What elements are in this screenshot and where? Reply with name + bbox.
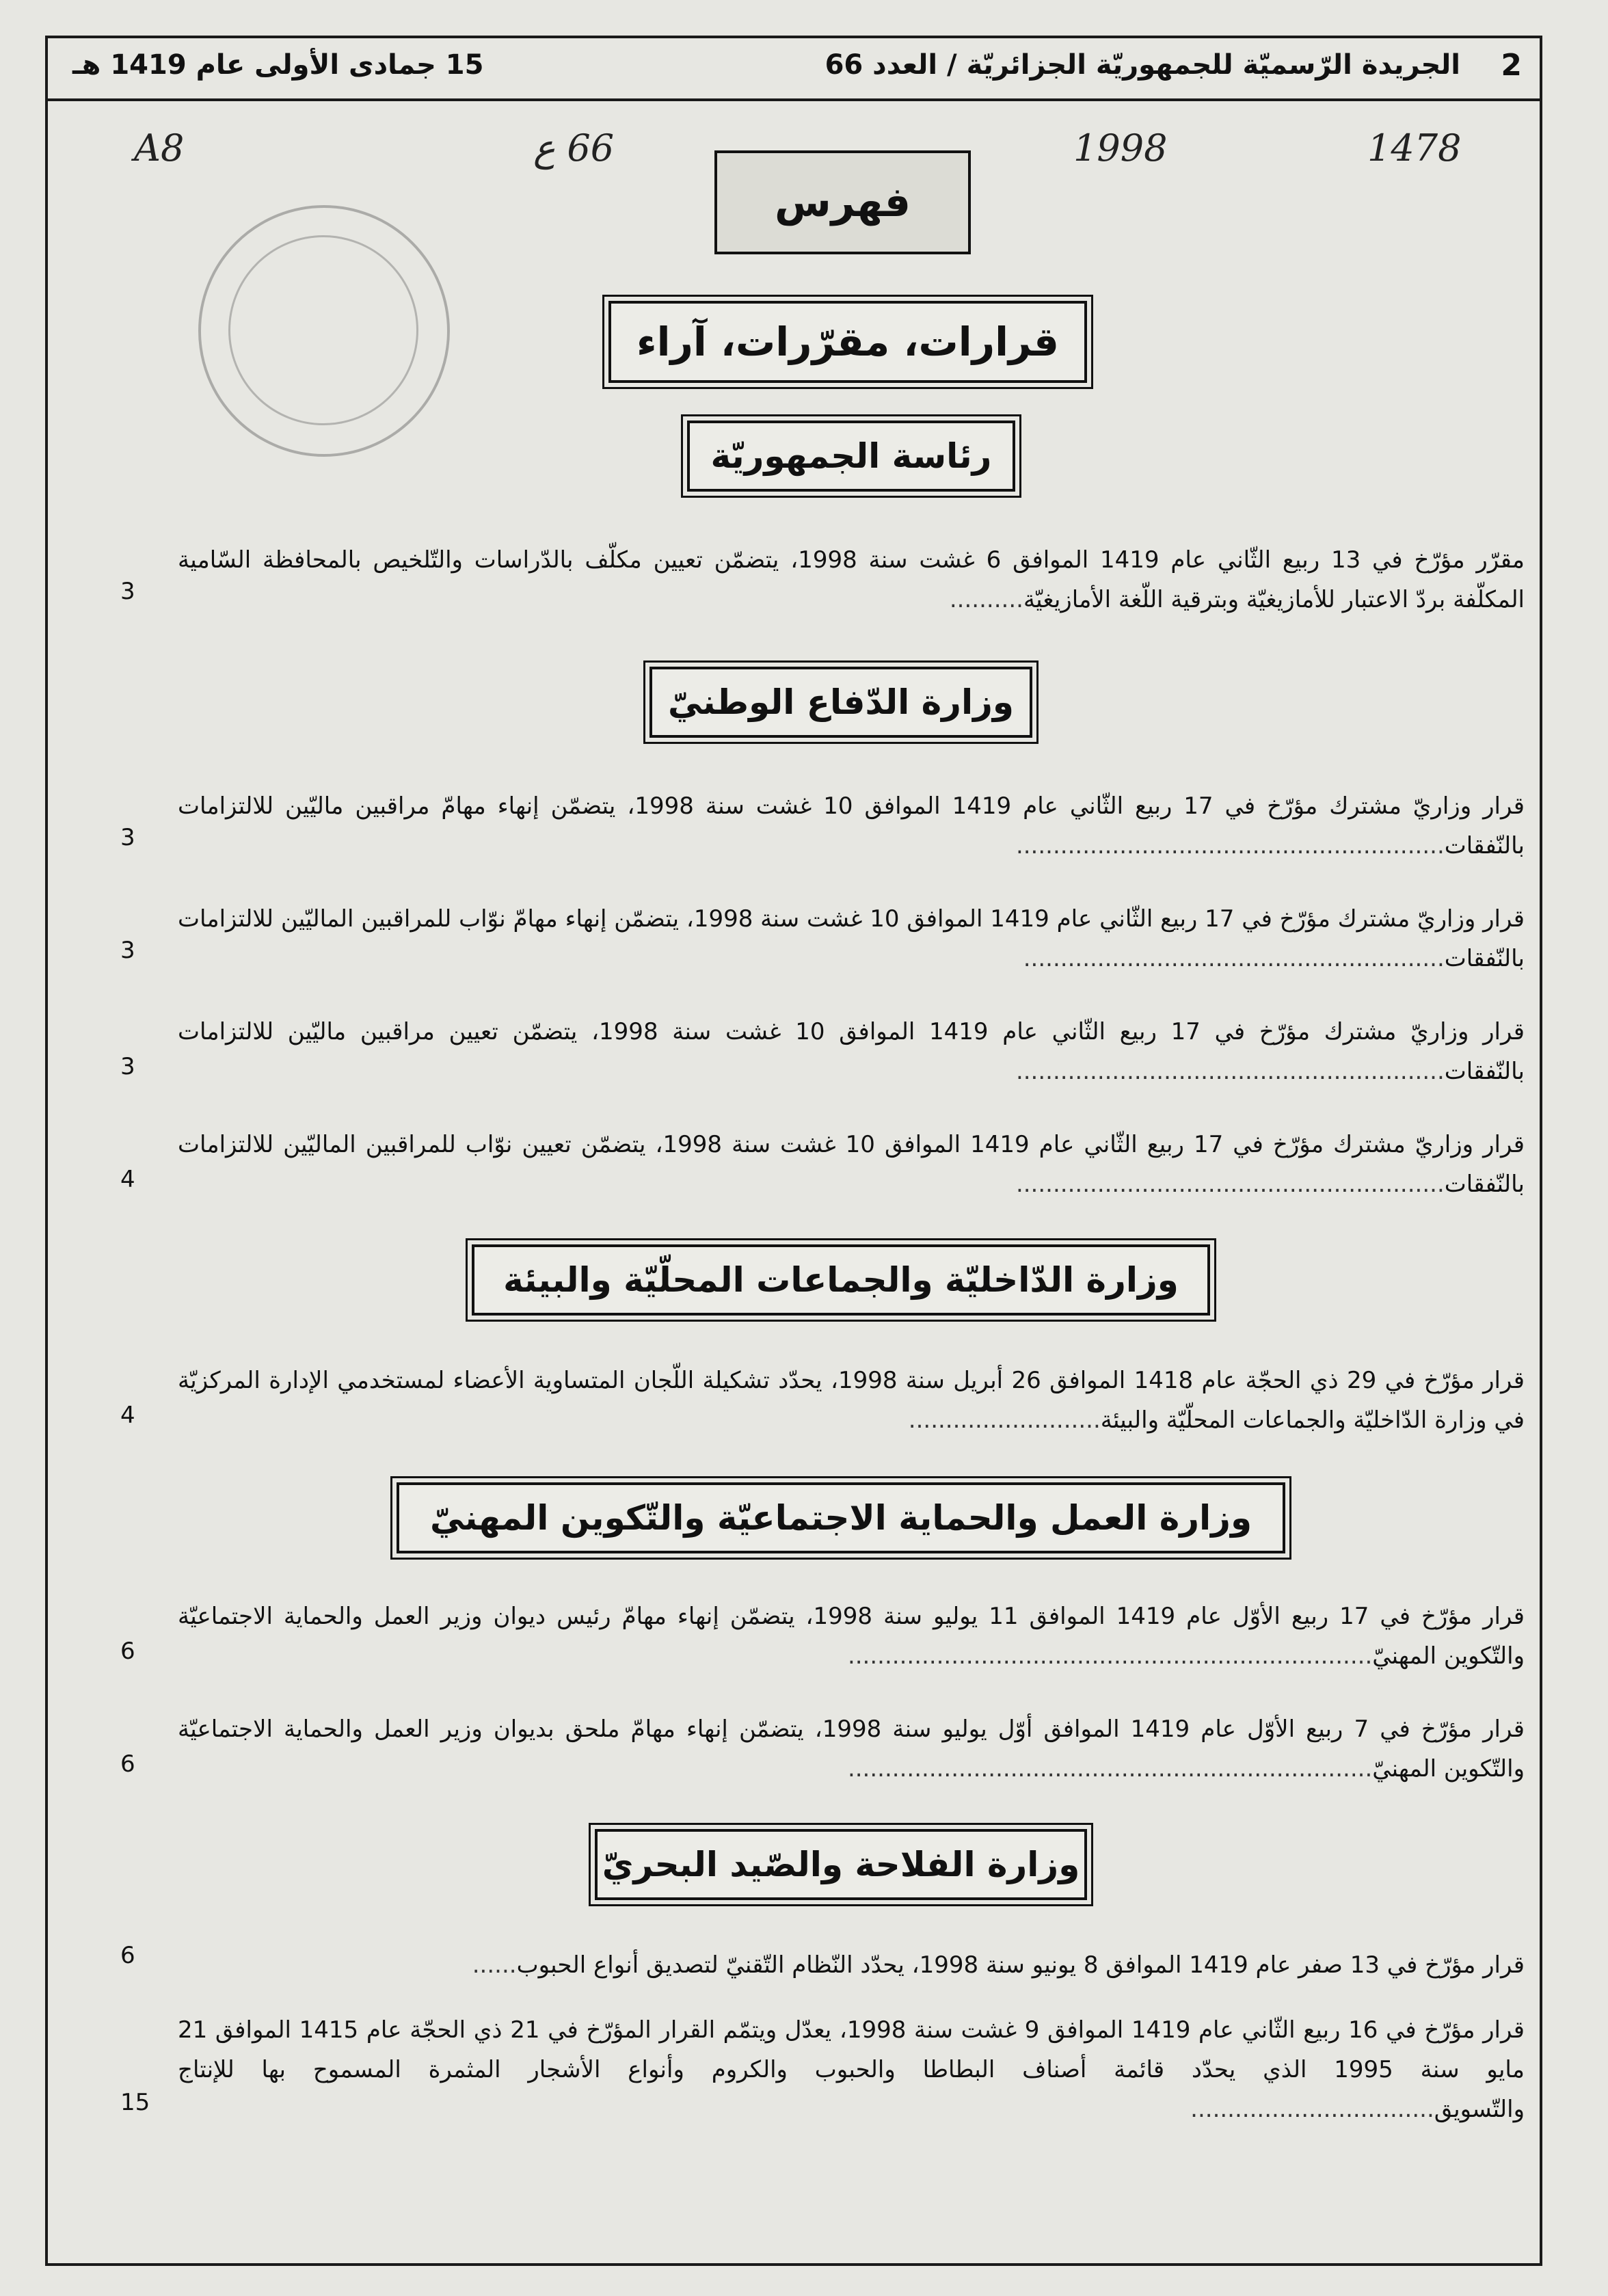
list-item: قرار وزاريّ مشترك مؤرّخ في 17 ربيع الثّاني عام 1419 الموافق 10 غشت سنة 1998، يتضمّن إنهاء مهامّ مراقبين ماليّين للالتزامات بالنّفقات.......................................................... xyxy=(178,792,1525,859)
section-heading: وزارة الدّفاع الوطنيّ xyxy=(649,667,1032,738)
list-item: قرار مؤرّخ في 29 ذي الحجّة عام 1418 الموافق 26 أبريل سنة 1998، يحدّد تشكيلة اللّجان المتساوية الأعضاء لمستخدمي الإدارة المركزيّة في وزارة الدّاخليّة والجماعات المحلّيّة والبيئة.......................... xyxy=(178,1367,1525,1434)
index-title: فهرس xyxy=(714,150,971,254)
page-ref: 3 xyxy=(120,578,135,605)
handwritten-code: A8 xyxy=(134,126,185,170)
handwritten-issue: 66 ع xyxy=(533,126,615,170)
page-ref: 3 xyxy=(120,1053,135,1080)
list-item: قرار وزاريّ مشترك مؤرّخ في 17 ربيع الثّاني عام 1419 الموافق 10 غشت سنة 1998، يتضمّن تعيين مراقبين ماليّين للالتزامات بالنّفقات.......................................................... xyxy=(178,1018,1525,1085)
list-item: قرار وزاريّ مشترك مؤرّخ في 17 ربيع الثّاني عام 1419 الموافق 10 غشت سنة 1998، يتضمّن تعيين نوّاب للمراقبين الماليّين للالتزامات بالنّفقات.......................................................... xyxy=(178,1131,1525,1198)
page-ref: 6 xyxy=(120,1750,135,1778)
list-item: قرار مؤرّخ في 17 ربيع الأوّل عام 1419 الموافق 11 يوليو سنة 1998، يتضمّن إنهاء مهامّ رئيس ديوان وزير العمل والحماية الاجتماعيّة والتّكوين المهنيّ....................................................................... xyxy=(178,1603,1525,1670)
handwritten-ref: 1478 xyxy=(1367,126,1462,170)
archive-stamp xyxy=(198,205,450,457)
page-ref: 3 xyxy=(120,824,135,851)
section-title: قرارات، مقرّرات، آراء xyxy=(608,301,1087,383)
list-item: قرار مؤرّخ في 16 ربيع الثّاني عام 1419 الموافق 9 غشت سنة 1998، يعدّل ويتمّم القرار المؤرّخ في 21 ذي الحجّة عام 1415 الموافق 21 مايو سنة 1995 الذي يحدّد قائمة أصناف البطاطا والحبوب والكروم وأنواع الأشجار المثمرة المسموح بها للإنتاج والتّسويق................................. xyxy=(178,2016,1525,2123)
page-ref: 6 xyxy=(120,1942,135,1969)
page-number: 2 xyxy=(1501,48,1522,83)
section-heading: وزارة الدّاخليّة والجماعات المحلّيّة والبيئة xyxy=(472,1244,1210,1316)
list-item: قرار وزاريّ مشترك مؤرّخ في 17 ربيع الثّاني عام 1419 الموافق 10 غشت سنة 1998، يتضمّن إنهاء مهامّ نوّاب للمراقبين الماليّين للالتزامات بالنّفقات......................................................... xyxy=(177,905,1525,972)
page-ref: 4 xyxy=(120,1166,135,1193)
page-ref: 3 xyxy=(120,937,135,964)
list-item: قرار مؤرّخ في 7 ربيع الأوّل عام 1419 الموافق أوّل يوليو سنة 1998، يتضمّن إنهاء مهامّ ملحق بديوان وزير العمل والحماية الاجتماعيّة والتّكوين المهنيّ....................................................................... xyxy=(178,1716,1525,1783)
list-item: مقرّر مؤرّخ في 13 ربيع الثّاني عام 1419 الموافق 6 غشت سنة 1998، يتضمّن تعيين مكلّف بالدّراسات والتّلخيص بالمحافظة السّامية المكلّفة بردّ الاعتبار للأمازيغيّة وبترقية اللّغة الأمازيغيّة.......... xyxy=(178,546,1525,613)
journal-title: الجريدة الرّسميّة للجمهوريّة الجزائريّة / العدد 66 xyxy=(825,49,1460,81)
handwritten-year: 1998 xyxy=(1073,126,1168,170)
page-ref: 6 xyxy=(120,1638,135,1665)
page-header xyxy=(45,36,1542,101)
section-heading: وزارة الفلاحة والصّيد البحريّ xyxy=(595,1829,1087,1900)
page-ref: 15 xyxy=(120,2089,150,2116)
issue-date: 15 جمادى الأولى عام 1419 هـ xyxy=(72,49,484,81)
section-heading: رئاسة الجمهوريّة xyxy=(687,421,1015,492)
list-item: قرار مؤرّخ في 13 صفر عام 1419 الموافق 8 يونيو سنة 1998، يحدّد النّظام التّقنيّ لتصديق أنواع الحبوب...... xyxy=(472,1951,1525,1979)
section-heading: وزارة العمل والحماية الاجتماعيّة والتّكوين المهنيّ xyxy=(397,1482,1285,1553)
page-ref: 4 xyxy=(120,1402,135,1429)
